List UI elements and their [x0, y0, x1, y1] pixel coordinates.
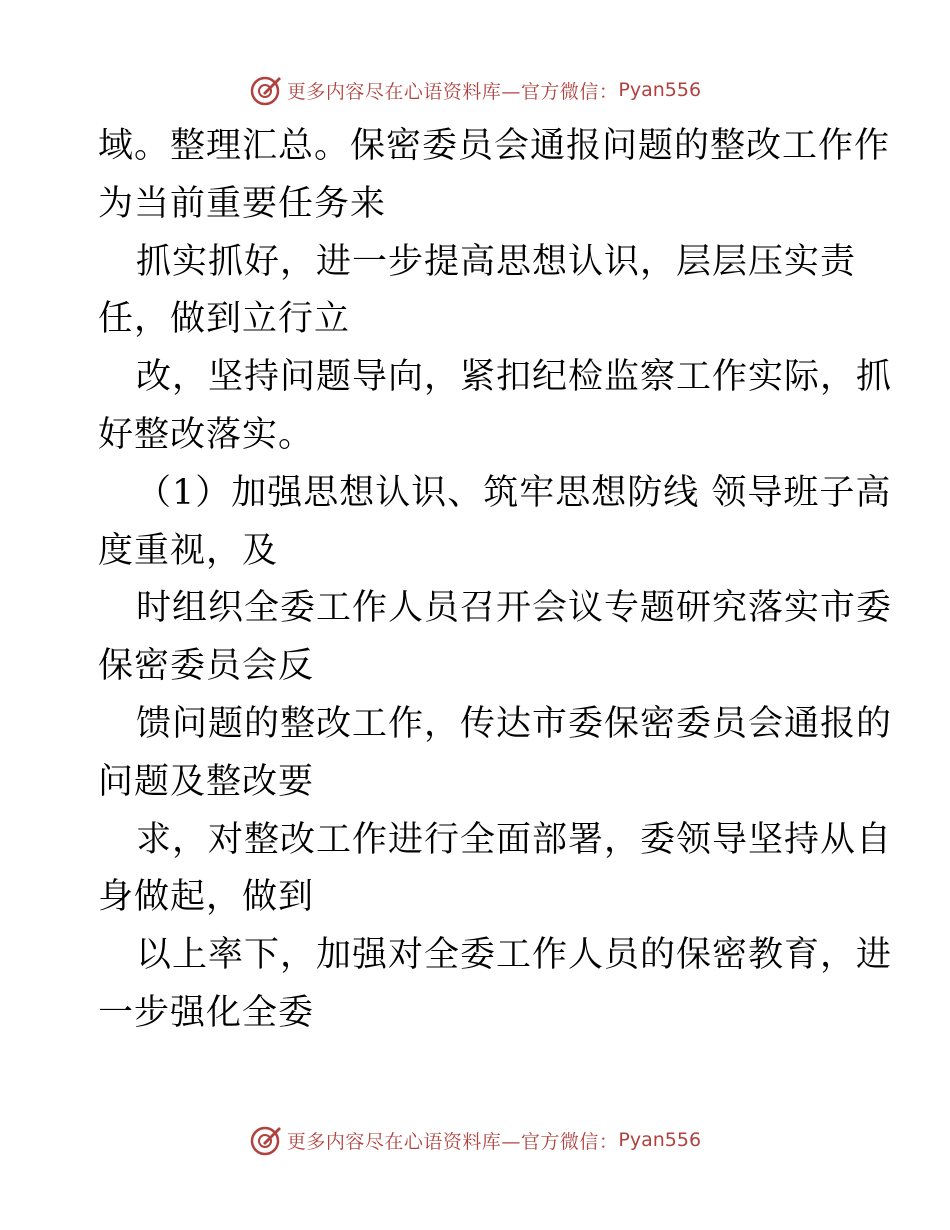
pen-logo-icon [249, 73, 283, 107]
document-body [98, 118, 893, 1043]
watermark-wechat-id: Pyan556 [618, 1129, 702, 1151]
pen-logo-icon [249, 1123, 283, 1157]
text-line: 保密委员会反 [98, 646, 315, 687]
text-line: 一步强化全委 [98, 992, 315, 1033]
text-line: 任，做到立行立 [98, 299, 351, 340]
footer-watermark [0, 1122, 950, 1158]
text-line: 改，坚持问题导向，紧扣纪检监察工作实际，抓 [136, 357, 893, 398]
text-line: 度重视，及 [98, 530, 279, 571]
watermark-text: 更多内容尽在心语资料库—官方微信： [286, 1130, 619, 1153]
watermark-text: 更多内容尽在心语资料库—官方微信： [286, 80, 619, 103]
header-watermark [0, 72, 950, 108]
text-line: 时组织全委工作人员召开会议专题研究落实市委 [136, 588, 893, 629]
text-line: 馈问题的整改工作，传达市委保密委员会通报的 [136, 703, 893, 744]
text-line: 域。整理汇总。保密委员会通报问题的整改工作作 [98, 126, 891, 166]
text-line: 求，对整改工作进行全面部署，委领导坚持从自 [136, 819, 893, 860]
text-line: 抓实抓好，进一步提高思想认识，层层压实责 [136, 241, 857, 282]
text-line: 为当前重要任务来 [98, 183, 387, 224]
text-line: 好整改落实。 [98, 414, 315, 455]
text-line: （1）加强思想认识、筑牢思想防线 领导班子高 [136, 472, 892, 513]
text-line: 问题及整改要 [98, 761, 315, 802]
watermark-wechat-id: Pyan556 [618, 79, 702, 101]
text-line: 以上率下，加强对全委工作人员的保密教育，进 [136, 935, 893, 976]
text-line: 身做起，做到 [98, 877, 315, 918]
